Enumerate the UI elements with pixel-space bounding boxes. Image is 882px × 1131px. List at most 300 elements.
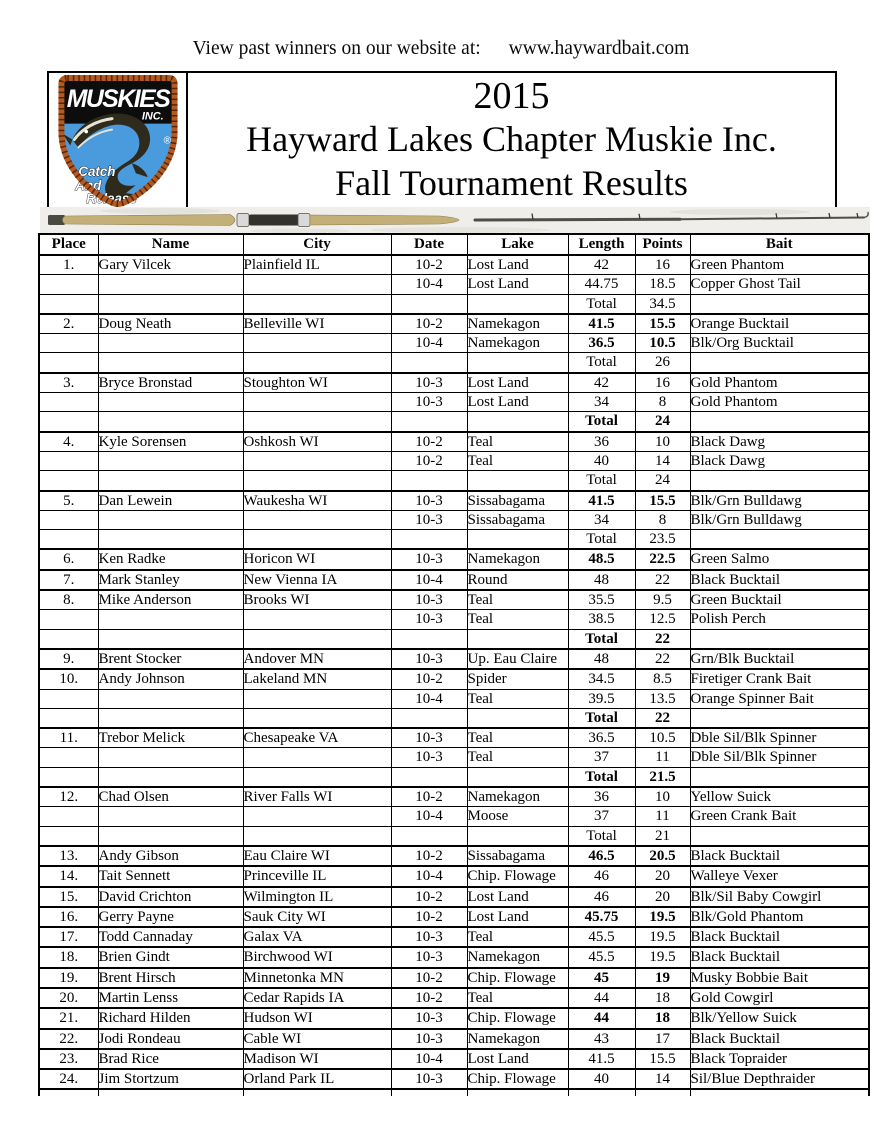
- result-row: [39, 787, 869, 807]
- result-row: [39, 590, 869, 610]
- cell-place: [39, 689, 98, 708]
- cell-lake: Spider: [467, 669, 568, 689]
- col-header-points: Points: [635, 234, 690, 255]
- cell-date: 10-3: [391, 748, 467, 767]
- cell-empty: [467, 1089, 568, 1096]
- total-row: [39, 708, 869, 728]
- cell-lake: Lost Land: [467, 275, 568, 294]
- cell-empty: [568, 1089, 635, 1096]
- cell-name: Gary Vilcek: [98, 255, 243, 275]
- cell-date: 10-4: [391, 689, 467, 708]
- result-row: [39, 1069, 869, 1089]
- cell-name: [98, 334, 243, 353]
- cell-place: 10.: [39, 669, 98, 689]
- cell-lake: [467, 412, 568, 432]
- cell-length: 48: [568, 649, 635, 669]
- cell-date: 10-3: [391, 491, 467, 511]
- cell-date: 10-3: [391, 610, 467, 629]
- cell-name: [98, 294, 243, 314]
- cell-bait: Gold Phantom: [690, 393, 869, 412]
- cell-name: [98, 807, 243, 826]
- cell-city: Princeville IL: [243, 866, 391, 886]
- cell-date: [391, 412, 467, 432]
- cell-lake: [467, 629, 568, 649]
- result-row: [39, 728, 869, 748]
- cell-points: 12.5: [635, 610, 690, 629]
- cell-length: 44: [568, 1008, 635, 1028]
- logo-inc-label: INC.: [141, 110, 164, 123]
- tagline-and: And: [75, 178, 102, 194]
- cell-bait: Green Phantom: [690, 255, 869, 275]
- cell-lake: Chip. Flowage: [467, 1008, 568, 1028]
- partial-row: [39, 1089, 869, 1096]
- cell-bait: Blk/Gold Phantom: [690, 907, 869, 927]
- col-header-length: Length: [568, 234, 635, 255]
- cell-date: 10-3: [391, 1069, 467, 1089]
- cell-lake: Teal: [467, 728, 568, 748]
- cell-place: [39, 807, 98, 826]
- cell-place: 2.: [39, 314, 98, 334]
- cell-length: 44.75: [568, 275, 635, 294]
- cell-name: Andy Johnson: [98, 669, 243, 689]
- cell-bait: Green Salmo: [690, 549, 869, 569]
- cell-length: Total: [568, 353, 635, 373]
- cell-date: 10-4: [391, 334, 467, 353]
- result-row: [39, 866, 869, 886]
- cell-date: 10-3: [391, 549, 467, 569]
- fishing-rod-divider: [40, 207, 870, 233]
- cell-name: Brent Stocker: [98, 649, 243, 669]
- cell-date: 10-2: [391, 451, 467, 470]
- top-note-text: View past winners on our website at:: [192, 38, 481, 59]
- cell-place: [39, 353, 98, 373]
- cell-city: [243, 393, 391, 412]
- cell-name: [98, 826, 243, 846]
- cell-date: 10-3: [391, 393, 467, 412]
- cell-city: [243, 294, 391, 314]
- cell-lake: Teal: [467, 590, 568, 610]
- total-row: [39, 353, 869, 373]
- cell-date: 10-2: [391, 432, 467, 452]
- cell-city: [243, 629, 391, 649]
- cell-place: [39, 530, 98, 550]
- cell-date: [391, 708, 467, 728]
- cell-points: 20: [635, 887, 690, 907]
- cell-bait: Green Crank Bait: [690, 807, 869, 826]
- cell-bait: Firetiger Crank Bait: [690, 669, 869, 689]
- cell-bait: Black Bucktail: [690, 1029, 869, 1049]
- cell-place: 22.: [39, 1029, 98, 1049]
- result-row: [39, 748, 869, 767]
- cell-name: [98, 451, 243, 470]
- cell-lake: Namekagon: [467, 1029, 568, 1049]
- cell-name: Jim Stortzum: [98, 1069, 243, 1089]
- cell-city: [243, 510, 391, 529]
- cell-lake: [467, 767, 568, 787]
- cell-place: 13.: [39, 846, 98, 866]
- cell-bait: Blk/Grn Bulldawg: [690, 510, 869, 529]
- cell-lake: Lost Land: [467, 393, 568, 412]
- cell-city: Andover MN: [243, 649, 391, 669]
- results-table: [38, 233, 870, 1096]
- cell-length: 38.5: [568, 610, 635, 629]
- cell-lake: [467, 294, 568, 314]
- cell-name: Brad Rice: [98, 1049, 243, 1069]
- cell-lake: Namekagon: [467, 549, 568, 569]
- cell-city: Sauk City WI: [243, 907, 391, 927]
- cell-lake: Chip. Flowage: [467, 1069, 568, 1089]
- cell-lake: Lost Land: [467, 255, 568, 275]
- cell-place: [39, 451, 98, 470]
- cell-name: Brent Hirsch: [98, 968, 243, 988]
- cell-bait: Black Bucktail: [690, 570, 869, 590]
- cell-points: 14: [635, 451, 690, 470]
- total-row: [39, 471, 869, 491]
- cell-date: 10-2: [391, 846, 467, 866]
- cell-points: 22.5: [635, 549, 690, 569]
- cell-name: Mark Stanley: [98, 570, 243, 590]
- logo-wordmark: MUSKIES: [66, 85, 170, 113]
- cell-points: 19.5: [635, 947, 690, 967]
- website-url: www.haywardbait.com: [508, 38, 690, 59]
- cell-city: Madison WI: [243, 1049, 391, 1069]
- cell-length: 46: [568, 887, 635, 907]
- cell-place: 12.: [39, 787, 98, 807]
- result-row: [39, 275, 869, 294]
- cell-points: 10: [635, 432, 690, 452]
- cell-place: [39, 610, 98, 629]
- cell-points: 10: [635, 787, 690, 807]
- cell-lake: Lost Land: [467, 1049, 568, 1069]
- cell-name: [98, 275, 243, 294]
- cell-length: 42: [568, 255, 635, 275]
- top-note: [0, 38, 882, 60]
- cell-name: [98, 412, 243, 432]
- cell-empty: [39, 1089, 98, 1096]
- cell-length: Total: [568, 629, 635, 649]
- result-row: [39, 669, 869, 689]
- cell-points: 8.5: [635, 669, 690, 689]
- rod-rear-grip: [63, 215, 236, 226]
- cell-name: Martin Lenss: [98, 988, 243, 1008]
- cell-place: 17.: [39, 927, 98, 947]
- cell-place: [39, 767, 98, 787]
- registered-trademark-icon: ®: [163, 135, 171, 147]
- cell-length: 46: [568, 866, 635, 886]
- result-row: [39, 947, 869, 967]
- cell-length: 36: [568, 432, 635, 452]
- cell-place: 24.: [39, 1069, 98, 1089]
- col-header-name: Name: [98, 234, 243, 255]
- cell-city: Horicon WI: [243, 549, 391, 569]
- cell-city: Chesapeake VA: [243, 728, 391, 748]
- cell-points: 26: [635, 353, 690, 373]
- cell-points: 17: [635, 1029, 690, 1049]
- header-row: [39, 234, 869, 255]
- cell-bait: [690, 826, 869, 846]
- cell-date: 10-2: [391, 255, 467, 275]
- logo-cell: [49, 73, 188, 207]
- cell-date: 10-2: [391, 787, 467, 807]
- cell-bait: Polish Perch: [690, 610, 869, 629]
- cell-empty: [690, 1089, 869, 1096]
- cell-date: 10-3: [391, 649, 467, 669]
- cell-place: 6.: [39, 549, 98, 569]
- cell-bait: Blk/Grn Bulldawg: [690, 491, 869, 511]
- cell-name: Gerry Payne: [98, 907, 243, 927]
- cell-length: 34.5: [568, 669, 635, 689]
- cell-date: 10-2: [391, 669, 467, 689]
- cell-lake: Namekagon: [467, 947, 568, 967]
- rod-fore-grip: [310, 215, 459, 225]
- cell-place: 19.: [39, 968, 98, 988]
- cell-date: 10-3: [391, 947, 467, 967]
- title-year: 2015: [473, 75, 550, 117]
- cell-points: 19: [635, 968, 690, 988]
- cell-name: [98, 689, 243, 708]
- cell-lake: Teal: [467, 927, 568, 947]
- result-row: [39, 988, 869, 1008]
- total-row: [39, 629, 869, 649]
- cell-date: [391, 294, 467, 314]
- cell-length: 41.5: [568, 314, 635, 334]
- cell-bait: Gold Phantom: [690, 373, 869, 393]
- cell-bait: Black Dawg: [690, 432, 869, 452]
- cell-date: 10-3: [391, 927, 467, 947]
- cell-bait: [690, 530, 869, 550]
- cell-points: 19.5: [635, 927, 690, 947]
- cell-name: [98, 510, 243, 529]
- cell-points: 23.5: [635, 530, 690, 550]
- cell-points: 18.5: [635, 275, 690, 294]
- cell-bait: Blk/Sil Baby Cowgirl: [690, 887, 869, 907]
- cell-points: 8: [635, 510, 690, 529]
- cell-bait: [690, 353, 869, 373]
- cell-length: 45.75: [568, 907, 635, 927]
- cell-bait: Grn/Blk Bucktail: [690, 649, 869, 669]
- cell-bait: Black Topraider: [690, 1049, 869, 1069]
- cell-place: [39, 393, 98, 412]
- cell-name: [98, 393, 243, 412]
- cell-name: Chad Olsen: [98, 787, 243, 807]
- cell-length: 45.5: [568, 947, 635, 967]
- cell-name: Andy Gibson: [98, 846, 243, 866]
- cell-points: 15.5: [635, 491, 690, 511]
- cell-lake: Lost Land: [467, 907, 568, 927]
- cell-city: [243, 334, 391, 353]
- cell-lake: Teal: [467, 432, 568, 452]
- cell-place: 20.: [39, 988, 98, 1008]
- cell-date: 10-2: [391, 907, 467, 927]
- title-block: [188, 73, 835, 207]
- cell-city: Minnetonka MN: [243, 968, 391, 988]
- cell-place: [39, 275, 98, 294]
- cell-name: Todd Cannaday: [98, 927, 243, 947]
- cell-name: Trebor Melick: [98, 728, 243, 748]
- cell-city: [243, 471, 391, 491]
- cell-name: [98, 767, 243, 787]
- cell-length: 37: [568, 807, 635, 826]
- cell-date: 10-2: [391, 988, 467, 1008]
- cell-name: Richard Hilden: [98, 1008, 243, 1028]
- cell-lake: Lost Land: [467, 887, 568, 907]
- cell-empty: [243, 1089, 391, 1096]
- cell-points: 24: [635, 412, 690, 432]
- cell-points: 16: [635, 373, 690, 393]
- cell-place: 1.: [39, 255, 98, 275]
- cell-bait: Black Bucktail: [690, 947, 869, 967]
- cell-length: 43: [568, 1029, 635, 1049]
- cell-lake: [467, 826, 568, 846]
- cell-lake: Chip. Flowage: [467, 968, 568, 988]
- cell-place: 9.: [39, 649, 98, 669]
- cell-city: Brooks WI: [243, 590, 391, 610]
- cell-city: [243, 275, 391, 294]
- cell-points: 34.5: [635, 294, 690, 314]
- tagline-release: Release: [86, 191, 137, 207]
- cell-bait: Dble Sil/Blk Spinner: [690, 748, 869, 767]
- cell-length: 41.5: [568, 491, 635, 511]
- title-box: [47, 71, 837, 209]
- cell-lake: Moose: [467, 807, 568, 826]
- result-row: [39, 846, 869, 866]
- cell-points: 11: [635, 807, 690, 826]
- cell-city: [243, 530, 391, 550]
- total-row: [39, 294, 869, 314]
- cell-empty: [98, 1089, 243, 1096]
- cell-city: Wilmington IL: [243, 887, 391, 907]
- cell-bait: Black Dawg: [690, 451, 869, 470]
- cell-lake: Teal: [467, 689, 568, 708]
- cell-lake: Namekagon: [467, 334, 568, 353]
- results-table-wrap: [38, 233, 870, 1096]
- cell-place: 8.: [39, 590, 98, 610]
- cell-bait: Blk/Org Bucktail: [690, 334, 869, 353]
- cell-name: David Crichton: [98, 887, 243, 907]
- cell-city: [243, 689, 391, 708]
- cell-name: Tait Sennett: [98, 866, 243, 886]
- cell-bait: Walleye Vexer: [690, 866, 869, 886]
- cell-lake: Sissabagama: [467, 846, 568, 866]
- total-row: [39, 767, 869, 787]
- cell-date: 10-2: [391, 968, 467, 988]
- cell-city: New Vienna IA: [243, 570, 391, 590]
- cell-date: [391, 826, 467, 846]
- cell-lake: Teal: [467, 748, 568, 767]
- cell-date: 10-3: [391, 590, 467, 610]
- cell-place: 23.: [39, 1049, 98, 1069]
- cell-length: Total: [568, 412, 635, 432]
- cell-bait: Musky Bobbie Bait: [690, 968, 869, 988]
- cell-lake: Chip. Flowage: [467, 866, 568, 886]
- cell-place: [39, 708, 98, 728]
- result-row: [39, 451, 869, 470]
- cell-city: Cedar Rapids IA: [243, 988, 391, 1008]
- cell-name: [98, 610, 243, 629]
- cell-place: [39, 412, 98, 432]
- cell-bait: Green Bucktail: [690, 590, 869, 610]
- cell-city: [243, 353, 391, 373]
- cell-points: 16: [635, 255, 690, 275]
- cell-lake: Sissabagama: [467, 510, 568, 529]
- cell-city: [243, 748, 391, 767]
- cell-name: [98, 530, 243, 550]
- cell-name: Ken Radke: [98, 549, 243, 569]
- cell-city: Hudson WI: [243, 1008, 391, 1028]
- cell-city: [243, 767, 391, 787]
- cell-city: [243, 412, 391, 432]
- cell-length: 37: [568, 748, 635, 767]
- result-row: [39, 393, 869, 412]
- result-row: [39, 610, 869, 629]
- result-row: [39, 689, 869, 708]
- col-header-city: City: [243, 234, 391, 255]
- cell-bait: Black Bucktail: [690, 927, 869, 947]
- cell-date: 10-4: [391, 866, 467, 886]
- cell-points: 19.5: [635, 907, 690, 927]
- col-header-date: Date: [391, 234, 467, 255]
- cell-length: 45.5: [568, 927, 635, 947]
- cell-date: 10-4: [391, 570, 467, 590]
- cell-name: Bryce Bronstad: [98, 373, 243, 393]
- cell-city: Galax VA: [243, 927, 391, 947]
- cell-length: Total: [568, 708, 635, 728]
- cell-lake: Round: [467, 570, 568, 590]
- cell-points: 9.5: [635, 590, 690, 610]
- cell-bait: [690, 708, 869, 728]
- cell-bait: [690, 294, 869, 314]
- cell-lake: [467, 471, 568, 491]
- cell-name: Doug Neath: [98, 314, 243, 334]
- cell-place: 18.: [39, 947, 98, 967]
- cell-date: 10-3: [391, 728, 467, 748]
- rod-reel-seat: [249, 215, 301, 226]
- cell-lake: Teal: [467, 451, 568, 470]
- cell-place: 7.: [39, 570, 98, 590]
- cell-points: 13.5: [635, 689, 690, 708]
- cell-place: 15.: [39, 887, 98, 907]
- cell-length: 41.5: [568, 1049, 635, 1069]
- cell-city: Oshkosh WI: [243, 432, 391, 452]
- cell-lake: Sissabagama: [467, 491, 568, 511]
- cell-date: 10-4: [391, 1049, 467, 1069]
- cell-length: 42: [568, 373, 635, 393]
- col-header-bait: Bait: [690, 234, 869, 255]
- cell-length: Total: [568, 767, 635, 787]
- cell-place: [39, 629, 98, 649]
- cell-lake: Namekagon: [467, 787, 568, 807]
- cell-place: [39, 294, 98, 314]
- cell-length: 34: [568, 510, 635, 529]
- result-row: [39, 255, 869, 275]
- cell-lake: [467, 708, 568, 728]
- cell-city: Eau Claire WI: [243, 846, 391, 866]
- muskies-logo: [56, 74, 180, 207]
- cell-name: [98, 471, 243, 491]
- cell-date: [391, 767, 467, 787]
- cell-city: Cable WI: [243, 1029, 391, 1049]
- cell-length: 36: [568, 787, 635, 807]
- col-header-lake: Lake: [467, 234, 568, 255]
- cell-name: Jodi Rondeau: [98, 1029, 243, 1049]
- cell-bait: Gold Cowgirl: [690, 988, 869, 1008]
- title-chapter: Hayward Lakes Chapter Muskie Inc.: [246, 119, 777, 159]
- result-row: [39, 927, 869, 947]
- cell-place: 11.: [39, 728, 98, 748]
- cell-name: Kyle Sorensen: [98, 432, 243, 452]
- cell-points: 21: [635, 826, 690, 846]
- cell-place: 14.: [39, 866, 98, 886]
